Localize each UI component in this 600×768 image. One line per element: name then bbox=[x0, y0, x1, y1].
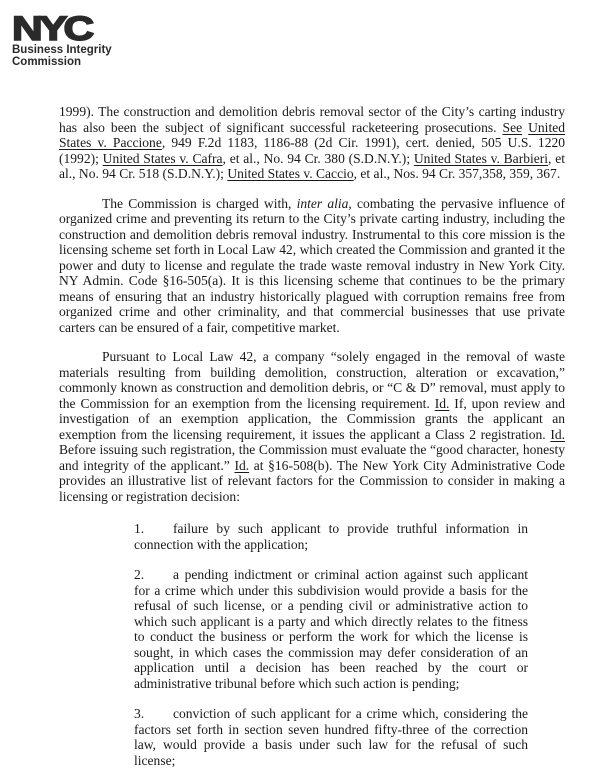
factors-list bbox=[134, 521, 528, 768]
nyc-bic-logo bbox=[12, 10, 112, 68]
list-number: 1. bbox=[134, 521, 145, 536]
text: at §16-508(b). The New York City Administrative Code provides an illustrative list of relevant factors for the Commission to consider in making a licensing or registration decision: bbox=[59, 457, 565, 504]
list-number: 3. bbox=[134, 706, 145, 721]
text: If, upon review and investigation of an exemption application, the Commission grants the applicant an exemption from the licensing requirement, it issues the applicant a Class 2 registration. bbox=[59, 395, 565, 442]
text: Pursuant to Local Law 42, a company “solely engaged in the removal of waste materials resulting from building demolition, construction, alteration or excavation,” commonly known as construction and demolition debris, or “C & D” removal, must apply to the Commission for an exemption from the licensing requirement. bbox=[59, 349, 565, 411]
list-text: a pending indictment or criminal action against such applicant for a crime which under this subdivision would provide a basis for the refusal of such license, or a pending civil or administrative action to which such applicant is a party and which directly relates to the fitness to conduct the business or perform the work for which the license is sought, in which cases the commission may defer consideration of an application until a decision has been reached by the court or administrative tribunal before which such action is pending; bbox=[134, 567, 528, 691]
paragraph-local-law-42 bbox=[59, 349, 565, 504]
case-citation-barbieri: United States v. Barbieri bbox=[413, 150, 549, 166]
logo-line-2: Commission bbox=[12, 56, 82, 68]
case-citation-paccione: United States v. Paccione bbox=[59, 119, 565, 150]
case-citation-cafra: United States v. Cafra bbox=[102, 150, 223, 166]
text: , et al., No. 94 Cr. 380 (S.D.N.Y.); bbox=[222, 150, 414, 166]
list-item bbox=[134, 567, 528, 691]
text: The Commission is charged with, bbox=[102, 195, 297, 211]
document-body bbox=[59, 104, 565, 768]
list-text: conviction of such applicant for a crime which, considering the factors set forth in section seven hundred fifty-three of the correction law, would provide a basis under such law for the refusal of such license; bbox=[134, 706, 528, 768]
list-item bbox=[134, 706, 528, 768]
text: , et al., No. 94 Cr. 518 (S.D.N.Y.); bbox=[59, 150, 565, 181]
paragraph-commission-mission bbox=[59, 196, 565, 336]
id-citation: Id. bbox=[234, 457, 250, 473]
list-number: 2. bbox=[134, 567, 145, 582]
list-item bbox=[134, 521, 528, 552]
text: 1999). The construction and demolition debris removal sector of the City’s carting industry has also been the subject of significant successful racketeering prosecutions. bbox=[59, 104, 565, 135]
italic-inter-alia: inter alia bbox=[296, 195, 349, 211]
id-citation: Id. bbox=[550, 426, 565, 442]
text: , combating the pervasive influence of organized crime and preventing its return to the City’s private carting industry, including the construction and demolition debris removal industry. Instrumental to this core mission is the licensing scheme set forth in Local Law 42, which created the Commission and granted it the power and duty to license and regulate the trade waste removal industry in New York City. NY Admin. Code §16-505(a). It is this licensing scheme that continues to be the primary means of ensuring that an industry historically plagued with corruption remains free from organized crime and other criminality, and that commercial businesses that use private carters can be ensured of a fair, competitive market. bbox=[59, 195, 565, 335]
logo-line-1: Business Integrity bbox=[12, 44, 112, 56]
paragraph-racketeering-prosecutions bbox=[59, 104, 565, 182]
list-text: failure by such applicant to provide truthful information in connection with the application; bbox=[134, 521, 528, 552]
signal-see: See bbox=[502, 119, 523, 135]
case-citation-caccio: United States v. Caccio bbox=[227, 166, 354, 181]
id-citation: Id. bbox=[434, 395, 450, 411]
text: , 949 F.2d 1183, 1186-88 (2d Cir. 1991), cert. denied, 505 U.S. 1220 (1992); bbox=[59, 135, 566, 166]
text: , et al., Nos. 94 Cr. 357,358, 359, 367. bbox=[353, 166, 561, 181]
nyc-logo-mark: NYC bbox=[12, 10, 91, 48]
text: Before issuing such registration, the Commission must evaluate the “good character, honesty and integrity of the applicant.” bbox=[59, 442, 565, 473]
